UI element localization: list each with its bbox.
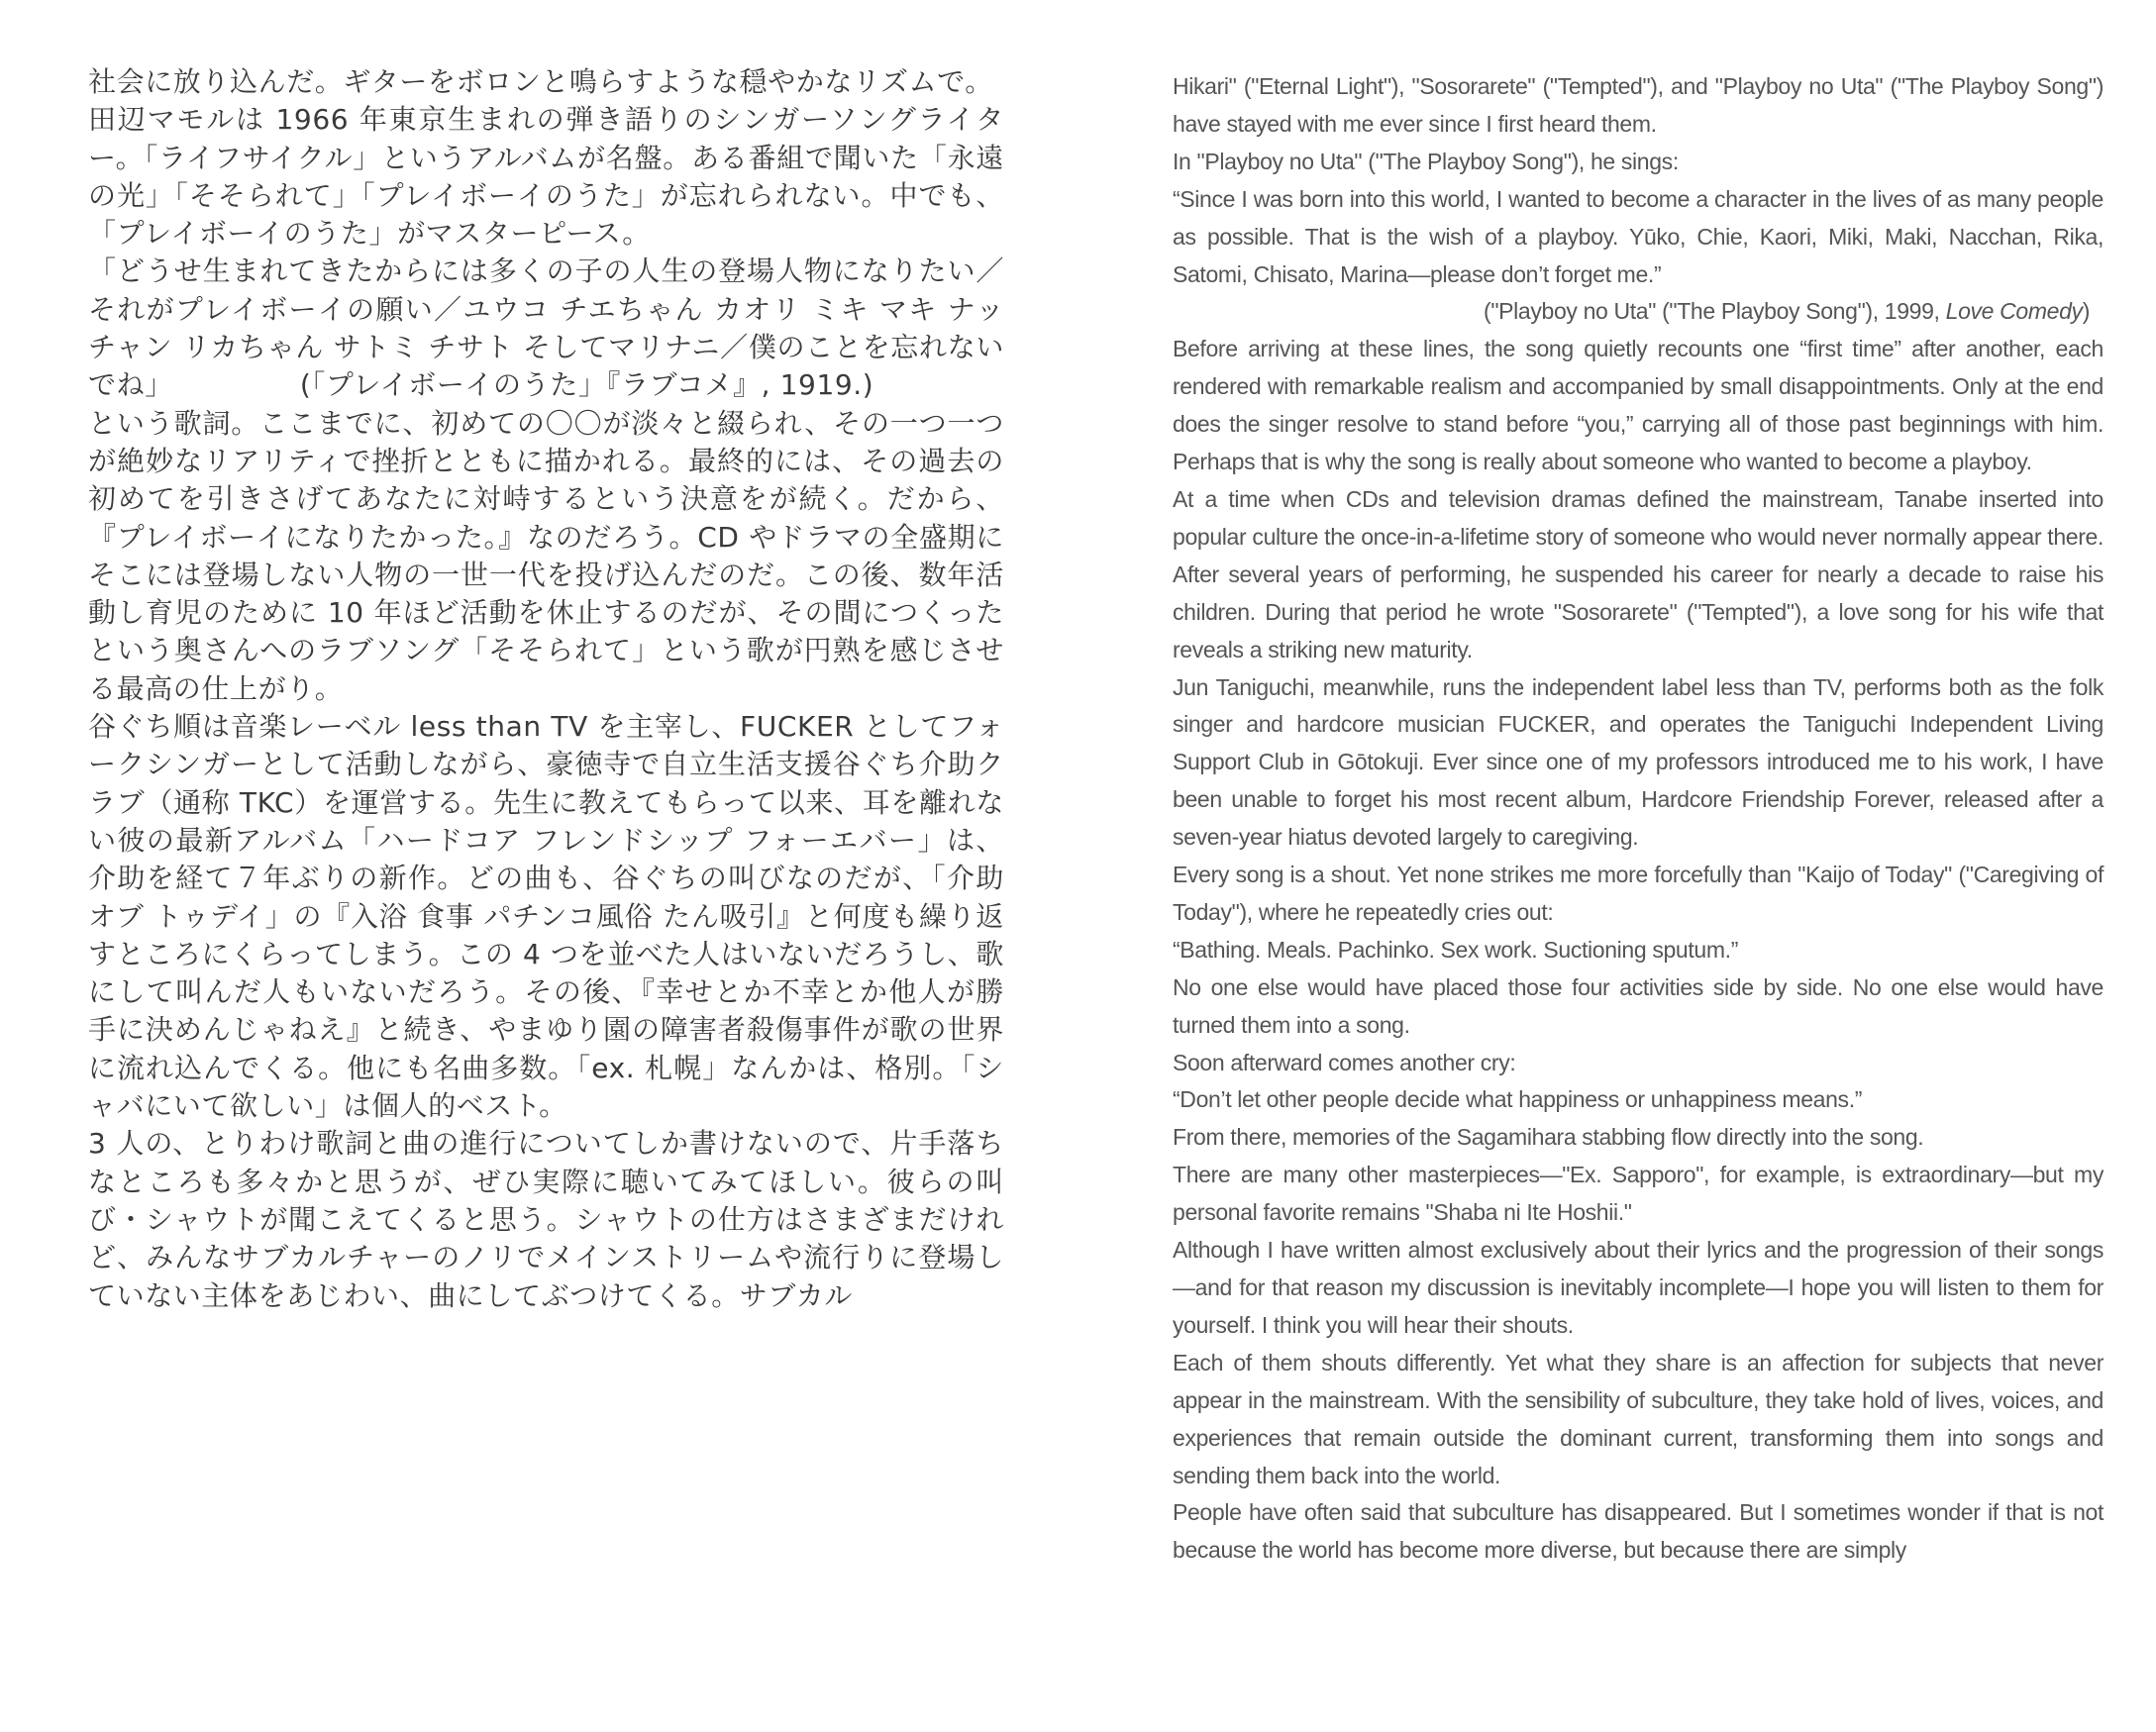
paragraph: Jun Taniguchi, meanwhile, runs the independent label less than TV, performs both as the folk singer and hardcore musician FUCKER, and operates the Taniguchi Independent Living Support Club in Gōtokuji. Ever since one of my professors introduced me to his work, I have been unable to forget his most recent album, Hardcore Friendship Forever, released after a seven-year hiatus devoted largely to caregiving. — [1173, 673, 2104, 851]
paragraph: In "Playboy no Uta" ("The Playboy Song"), he sings: — [1173, 148, 1679, 174]
lyric-quote — [88, 253, 1004, 404]
quote: “Don’t let other people decide what happiness or unhappiness means.” — [1173, 1086, 1863, 1113]
paragraph: 田辺マモルは 1966 年東京生まれの弾き語りのシンガーソングライター。「ライフサイクル」というアルバムが名盤。ある番組で聞いた「永遠の光」「そそられて」「プレイボーイのうた」が忘れられない。中でも、「プレイボーイのうた」がマスターピース。 — [88, 103, 1004, 251]
citation-title: Love Comedy — [1945, 298, 2083, 325]
paragraph: 谷ぐち順は音楽レーベル less than TV を主宰し、FUCKER としてフォークシンガーとして活動しながら、豪徳寺で自立生活支援谷ぐち介助クラブ（通称 TKC）を運営する。先生に教えてもらって以来、耳を離れない彼の最新アルバム「ハードコア フレンドシップ フォーエバー」は、介助を経て７年ぶりの新作。どの曲も、谷ぐちの叫びなのだが、「介助 オブ トゥデイ」の『入浴 食事 パチンコ風俗 たん吸引』と何度も繰り返すところにくらってしまう。この 4 つを並べた人はいないだろうし、歌にして叫んだ人もいないだろう。その後、『幸せとか不幸とか他人が勝手に決めんじゃねえ』と続き、やまゆり園の障害者殺傷事件が歌の世界に流れ込んでくる。他にも名曲多数。「ex. 札幌」なんかは、格別。「シャバにいて欲しい」は個人的ベスト。 — [88, 710, 1004, 1123]
paragraph: No one else would have placed those four activities side by side. No one else would have turned them into a song. — [1173, 973, 2104, 1038]
citation-prefix: ("Playboy no Uta" ("The Playboy Song"), 1999, — [1484, 298, 1946, 325]
paragraph: At a time when CDs and television dramas defined the mainstream, Tanabe inserted into popular culture the once-in-a-lifetime story of someone who would never normally appear there. After several years of performing, he suspended his career for nearly a decade to raise his children. During that period he wrote "Sosorarete" ("Tempted"), a love song for his wife that reveals a striking new maturity. — [1173, 485, 2104, 662]
paragraph: 3 人の、とりわけ歌詞と曲の進行についてしか書けないので、片手落ちなところも多々かと思うが、ぜひ実際に聴いてみてほしい。彼らの叫び・シャウトが聞こえてくると思う。シャウトの仕方はさまざまだけれど、みんなサブカルチャーのノリでメインストリームや流行りに登場していない主体をあじわい、曲にしてぶつけてくる。サブカル — [88, 1127, 1004, 1312]
paragraph: From there, memories of the Sagamihara stabbing flow directly into the song. — [1173, 1124, 1924, 1151]
paragraph: Every song is a shout. Yet none strikes me more forcefully than "Kaijo of Today" ("Caregiving of Today"), where he repeatedly cries out: — [1173, 862, 2104, 925]
citation: (「プレイボーイのうた」『ラブコメ』, 1919.) — [299, 368, 874, 402]
lyric-quote: “Since I was born into this world, I wanted to become a character in the lives of as many people as possible. That is the wish of a playboy. Yūko, Chie, Kaori, Miki, Maki, Nacchan, Rika, Satomi, Chisato, Marina—please don’t forget me.” — [1173, 185, 2104, 287]
paragraph: という歌詞。ここまでに、初めての〇〇が淡々と綴られ、その一つ一つが絶妙なリアリティで挫折とともに描かれる。最終的には、その過去の初めてを引きさげてあなたに対峙するという決意をが続く。だから、『プレイボーイになりたかった。』なのだろう。CD やドラマの全盛期にそこには登場しない人物の一世一代を投げ込んだのだ。この後、数年活動し育児のために 10 年ほど活動を休止するのだが、その間につくったという奥さんへのラブソング「そそられて」という歌が円熟を感じさせる最高の仕上がり。 — [88, 406, 1004, 705]
citation — [1173, 293, 2104, 331]
paragraph: 社会に放り込んだ。ギターをボロンと鳴らすような穏やかなリズムで。 — [88, 65, 993, 98]
lyric-text: 「どうせ生まれてきたからには多くの子の人生の登場人物になりたい／それがプレイボーイの願い／ユウコ チエちゃん カオリ ミキ マキ ナッチャン リカちゃん サトミ チサト そしてマリナニ／僕のことを忘れないでね」 — [88, 255, 1004, 402]
paragraph: People have often said that subculture has disappeared. But I sometimes wonder if that is not because the world has become more diverse, but because there are simply — [1173, 1499, 2104, 1564]
paragraph: Although I have written almost exclusively about their lyrics and the progression of their songs—and for that reason my discussion is inevitably incomplete—I hope you will listen to them for yourself. I think you will hear their shouts. — [1173, 1237, 2104, 1338]
quote: “Bathing. Meals. Pachinko. Sex work. Suctioning sputum.” — [1173, 936, 1739, 963]
right-page — [1078, 0, 2156, 1732]
paragraph: There are many other masterpieces—"Ex. Sapporo", for example, is extraordinary—but my personal favorite remains "Shaba ni Ite Hoshii." — [1173, 1162, 2104, 1226]
paragraph: Before arriving at these lines, the song quietly recounts one “first time” after another, each rendered with remarkable realism and accompanied by small disappointments. Only at the end does the singer resolve to stand before “you,” carrying all of those past beginnings with him. Perhaps that is why the song is really about someone who wanted to become a playboy. — [1173, 336, 2104, 475]
paragraph: Soon afterward comes another cry: — [1173, 1049, 1516, 1075]
japanese-text-column — [88, 63, 1004, 1315]
english-text-column — [1173, 68, 2104, 1570]
paragraph: Each of them shouts differently. Yet what they share is an affection for subjects that never appear in the mainstream. With the sensibility of subculture, they take hold of lives, voices, and experiences that remain outside the dominant current, transforming them into songs and sending them back into the world. — [1173, 1349, 2104, 1488]
citation-suffix: ) — [2082, 298, 2090, 325]
paragraph: Hikari" ("Eternal Light"), "Sosorarete" ("Tempted"), and "Playboy no Uta" ("The Playboy Song") have stayed with me ever since I first heard them. — [1173, 73, 2104, 137]
